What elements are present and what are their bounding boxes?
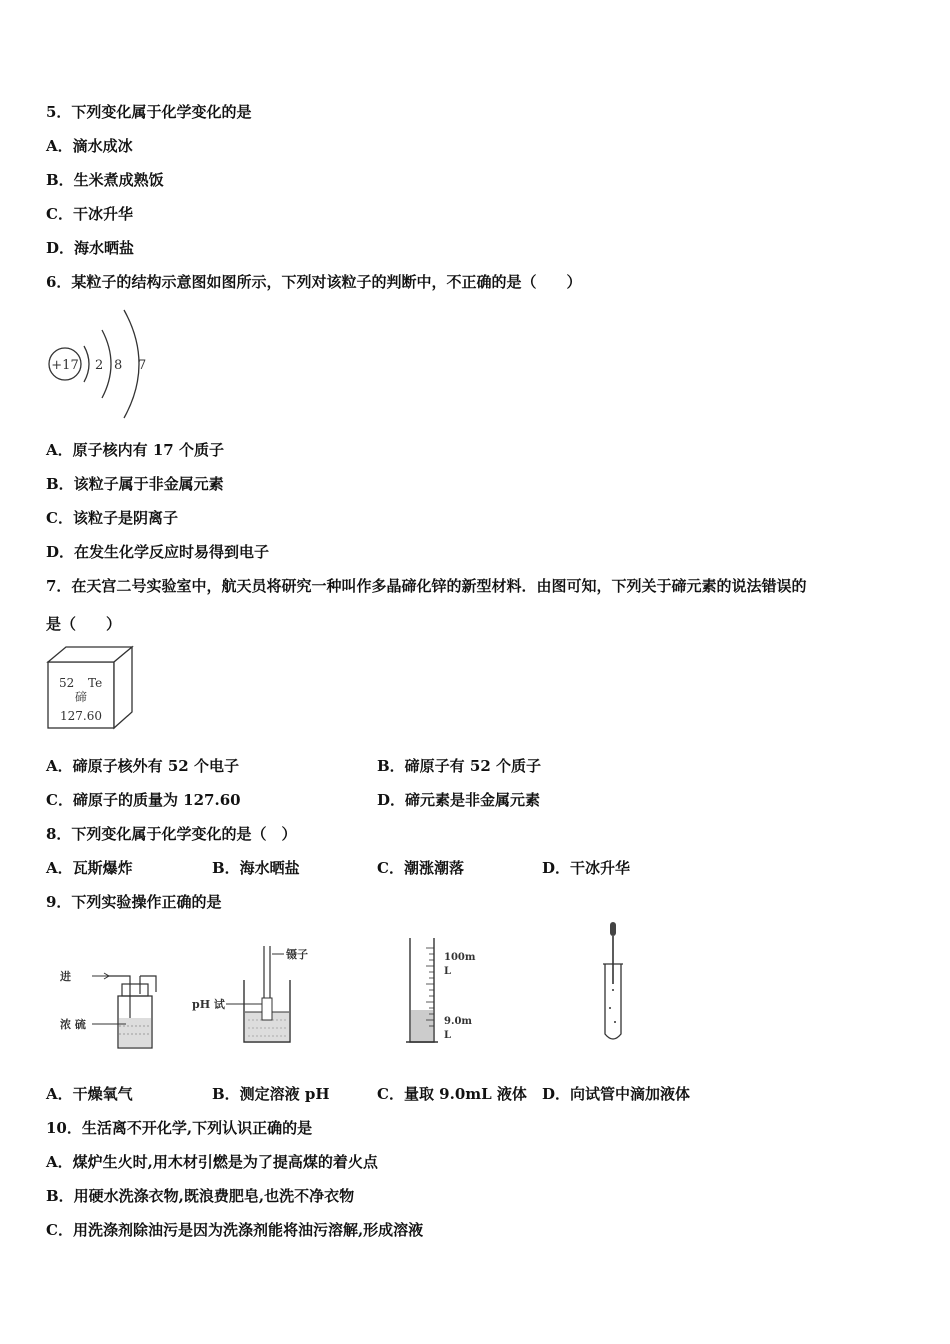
element-symbol: Te — [88, 676, 103, 690]
label-cyl-bottom: 9.0m — [444, 1016, 472, 1027]
q7-option-c: C．碲原子的质量为 127.60 — [46, 791, 241, 809]
q6-option-a: A．原子核内有 17 个质子 — [46, 441, 224, 459]
q8-option-b: B．海水晒盐 — [212, 859, 300, 877]
q8-option-a: A．瓦斯爆炸 — [46, 859, 133, 877]
atom-structure-diagram — [44, 302, 164, 428]
nucleus-charge: +17 — [51, 358, 79, 373]
label-ph: pH 试 — [192, 998, 225, 1011]
element-name: 碲 — [74, 690, 88, 704]
graduated-cylinder-figure — [398, 934, 488, 1048]
q9-stem: 9．下列实验操作正确的是 — [46, 893, 222, 911]
q7-stem: 7．在天宫二号实验室中，航天员将研究一种叫作多晶碲化锌的新型材料．由图可知，下列关于碲元素的说法错误的 — [46, 577, 807, 595]
q10-option-a: A．煤炉生火时,用木材引燃是为了提高煤的着火点 — [46, 1153, 378, 1171]
atomic-mass: 127.60 — [60, 709, 102, 723]
q8-stem: 8．下列变化属于化学变化的是（ ） — [46, 825, 297, 843]
label-cyl-bottom-unit: L — [444, 1030, 452, 1041]
q5-option-c: C．干冰升华 — [46, 205, 133, 223]
q7-option-d: D．碲元素是非金属元素 — [377, 791, 541, 809]
q5-option-d: D．海水晒盐 — [46, 239, 135, 257]
ph-test-figure — [190, 942, 320, 1048]
q7-option-b: B．碲原子有 52 个质子 — [377, 757, 541, 775]
gas-drying-bottle-figure — [56, 960, 166, 1056]
q9-option-b: B．测定溶液 pH — [212, 1085, 330, 1103]
q6-option-b: B．该粒子属于非金属元素 — [46, 475, 224, 493]
label-cyl-top-unit: L — [444, 966, 452, 977]
shell-2-electrons: 8 — [114, 358, 123, 373]
q10-option-b: B．用硬水洗涤衣物,既浪费肥皂,也洗不净衣物 — [46, 1187, 355, 1205]
q8-option-d: D．干冰升华 — [542, 859, 631, 877]
q9-option-a: A．干燥氧气 — [46, 1085, 133, 1103]
q10-option-c: C．用洗涤剂除油污是因为洗涤剂能将油污溶解,形成溶液 — [46, 1221, 424, 1239]
q10-stem: 10．生活离不开化学,下列认识正确的是 — [46, 1119, 313, 1137]
q5-stem: 5．下列变化属于化学变化的是 — [46, 103, 252, 121]
label-tweezers: 镊子 — [286, 948, 308, 961]
label-acid: 浓 硫 — [60, 1018, 86, 1031]
q6-option-d: D．在发生化学反应时易得到电子 — [46, 543, 270, 561]
q8-option-c: C．潮涨潮落 — [377, 859, 464, 877]
q7-stem-cont: 是（ ） — [46, 615, 122, 633]
shell-3-electrons: 7 — [138, 358, 147, 373]
atomic-number: 52 — [59, 676, 75, 690]
q9-option-d: D．向试管中滴加液体 — [542, 1085, 691, 1103]
label-in: 进 — [60, 970, 71, 983]
q5-option-a: A．滴水成冰 — [46, 137, 133, 155]
q7-option-a: A．碲原子核外有 52 个电子 — [46, 757, 239, 775]
q6-option-c: C．该粒子是阴离子 — [46, 509, 178, 527]
element-cell-tellurium — [44, 644, 138, 734]
label-cyl-top: 100m — [444, 952, 476, 963]
shell-1-electrons: 2 — [95, 358, 104, 373]
dropper-test-tube-figure — [596, 918, 630, 1046]
q6-stem: 6．某粒子的结构示意图如图所示，下列对该粒子的判断中，不正确的是（ ） — [46, 273, 582, 291]
q9-option-c: C．量取 9.0mL 液体 — [377, 1085, 527, 1103]
q5-option-b: B．生米煮成熟饭 — [46, 171, 164, 189]
